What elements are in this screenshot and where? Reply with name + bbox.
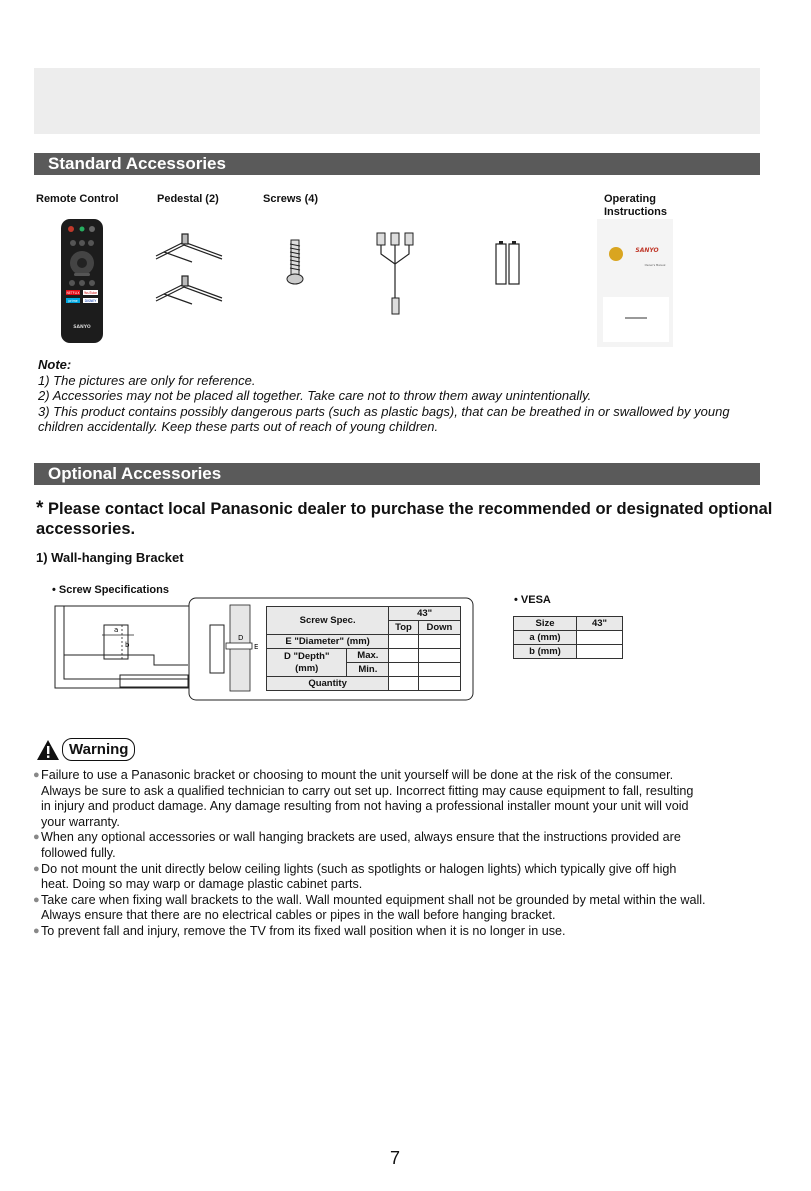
- screw-spec-table: [266, 606, 461, 691]
- header-band: [34, 68, 760, 134]
- remote-control-image: [60, 218, 104, 344]
- warning-list: [33, 768, 771, 940]
- bullet-dot: ●: [33, 831, 40, 844]
- label-operating-instructions: [604, 193, 667, 219]
- vesa-b-label: b (mm): [514, 645, 577, 659]
- operating-manual-image: [597, 219, 673, 347]
- warning-line: Do not mount the unit directly below ceiling lights (such as spotlights or halogen lights) which typically give off high: [41, 861, 677, 876]
- table-cell: [389, 677, 419, 691]
- remote-power-button: [68, 226, 74, 232]
- note-item: 3) This product contains possibly dangerous parts (such as plastic bags), that can be breathed in or swallowed by young children accidentally. Keep these parts out of reach of young children.: [38, 403, 730, 434]
- asterisk: *: [36, 498, 44, 519]
- wall-bracket-heading: 1) Wall-hanging Bracket: [36, 550, 184, 565]
- av-cable-image: [370, 230, 420, 320]
- remote-top-button: [89, 226, 95, 232]
- warning-line: in injury and product damage. Any damage resulting from not having a professional installer mount your unit will void: [41, 799, 689, 814]
- warning-line: heat. Doing so may warp or damage plastic cabinet parts.: [41, 877, 363, 892]
- vesa-label: • VESA: [514, 594, 551, 606]
- av-cable-wire: [381, 245, 409, 300]
- warning-item: [33, 768, 771, 830]
- bullet-dot: ●: [33, 893, 40, 906]
- screw-spec-depth-line1: D "Depth": [284, 650, 330, 662]
- screw-spec-min: Min.: [347, 663, 389, 677]
- warning-line: Take care when fixing wall brackets to the wall. Wall mounted equipment shall not be grounded by metal within the wall.: [41, 892, 706, 907]
- screw-spec-depth: [267, 649, 347, 677]
- note-item: 2) Accessories may not be placed all together. Take care not to throw them away unintentionally.: [38, 388, 592, 403]
- manual-subtitle-text: Owner's Manual: [644, 264, 666, 267]
- battery-right-terminal: [512, 241, 516, 244]
- table-cell: [389, 663, 419, 677]
- screw-spec-down: Down: [418, 621, 460, 635]
- table-cell: [418, 677, 460, 691]
- remote-small-button: [69, 280, 75, 286]
- contact-dealer-text: [36, 499, 776, 539]
- bullet-dot: ●: [33, 862, 40, 875]
- pedestal-bottom: [156, 276, 222, 304]
- label-operating-line1: Operating: [604, 193, 656, 205]
- remote-small-button: [79, 240, 85, 246]
- batteries-image: [494, 240, 522, 288]
- screw-specifications-label: • Screw Specifications: [52, 584, 169, 596]
- screw-spec-max: Max.: [347, 649, 389, 663]
- manual-brand-text: SANYO: [635, 247, 659, 254]
- warning-item: [33, 892, 771, 924]
- table-cell: [577, 631, 623, 645]
- screw-spec-diameter: E "Diameter" (mm): [267, 635, 389, 649]
- remote-ok-button: [77, 258, 87, 268]
- remote-small-button: [70, 240, 76, 246]
- remote-youtube-text: YouTube: [84, 291, 97, 295]
- screw-spec-quantity: Quantity: [267, 677, 389, 691]
- av-cable-connectors: [377, 233, 413, 245]
- remote-small-button: [88, 240, 94, 246]
- bullet-dot: ●: [33, 769, 40, 781]
- pedestal-image: [152, 232, 226, 310]
- contact-dealer-message: Please contact local Panasonic dealer to purchase the recommended or designated optional accessories.: [36, 500, 773, 538]
- label-remote-control: Remote Control: [36, 193, 119, 205]
- notes-block: [38, 357, 768, 435]
- battery-right: [509, 244, 519, 284]
- warning-line: followed fully.: [41, 845, 116, 860]
- screw-head: [287, 274, 303, 284]
- remote-disney-text: DISNEY: [84, 299, 97, 303]
- manual-inner-page: [603, 297, 669, 342]
- remote-bar: [74, 273, 90, 276]
- screw-spec-header: Screw Spec.: [267, 607, 389, 635]
- page-number: 7: [390, 1148, 401, 1168]
- notes-title: Note:: [38, 357, 72, 372]
- screw-spec-size: 43": [389, 607, 461, 621]
- battery-left-terminal: [499, 241, 503, 244]
- screw-image: [286, 238, 304, 288]
- dimension-b-text: b: [125, 641, 130, 649]
- dimension-a-text: a: [114, 626, 119, 634]
- remote-brand-text: SANYO: [73, 325, 91, 330]
- label-pedestal: Pedestal (2): [157, 193, 219, 205]
- av-cable-plug: [392, 298, 399, 314]
- warning-item: [33, 923, 771, 940]
- table-cell: [389, 649, 419, 663]
- bullet-dot: ●: [33, 924, 40, 937]
- tv-back-diagram: [54, 605, 190, 689]
- table-cell: [418, 635, 460, 649]
- table-cell: [389, 635, 419, 649]
- remote-netflix-text: NETFLIX: [66, 291, 80, 295]
- label-screws: Screws (4): [263, 193, 319, 205]
- screw-spec-top: Top: [389, 621, 419, 635]
- remote-prime-text: prime: [68, 299, 78, 303]
- manual-logo-icon: [609, 247, 623, 261]
- warning-line: Always ensure that there are no electrical cables or pipes in the wall before hanging bracket.: [41, 908, 556, 923]
- vesa-a-label: a (mm): [514, 631, 577, 645]
- battery-left: [496, 244, 506, 284]
- vesa-size-value: 43": [577, 617, 623, 631]
- warning-line: your warranty.: [41, 814, 120, 829]
- warning-item: [33, 861, 771, 893]
- table-cell: [577, 645, 623, 659]
- warning-title: Warning: [62, 738, 135, 761]
- remote-green-dot: [80, 227, 85, 232]
- pedestal-top: [156, 234, 222, 262]
- warning-item: [33, 830, 771, 861]
- warning-line: When any optional accessories or wall hanging brackets are used, always ensure that the instructions provided are: [41, 830, 681, 845]
- table-cell: [418, 649, 460, 663]
- remote-small-button: [79, 280, 85, 286]
- remote-small-button: [89, 280, 95, 286]
- section-title-optional: Optional Accessories: [34, 463, 760, 485]
- warning-line: Failure to use a Panasonic bracket or choosing to mount the unit yourself will be done at the risk of the consumer.: [41, 768, 674, 782]
- dimension-d-text: D: [238, 634, 244, 642]
- warning-line: To prevent fall and injury, remove the TV from its fixed wall position when it is no longer in use.: [41, 923, 566, 938]
- table-cell: [418, 663, 460, 677]
- vesa-table: [513, 616, 623, 659]
- screw-in-wall: [226, 643, 252, 649]
- screw-spec-depth-line2: (mm): [295, 662, 319, 674]
- note-item: 1) The pictures are only for reference.: [38, 372, 256, 388]
- bracket-shape: [210, 625, 224, 673]
- vesa-size-header: Size: [514, 617, 577, 631]
- label-operating-line2: Instructions: [604, 206, 667, 218]
- warning-line: Always be sure to ask a qualified technician to carry out set up. Incorrect fitting may cause equipment to fall, resulting: [41, 783, 694, 798]
- warning-triangle-icon: [36, 739, 60, 761]
- section-title-standard: Standard Accessories: [34, 153, 760, 175]
- dimension-e-text: E: [254, 643, 259, 651]
